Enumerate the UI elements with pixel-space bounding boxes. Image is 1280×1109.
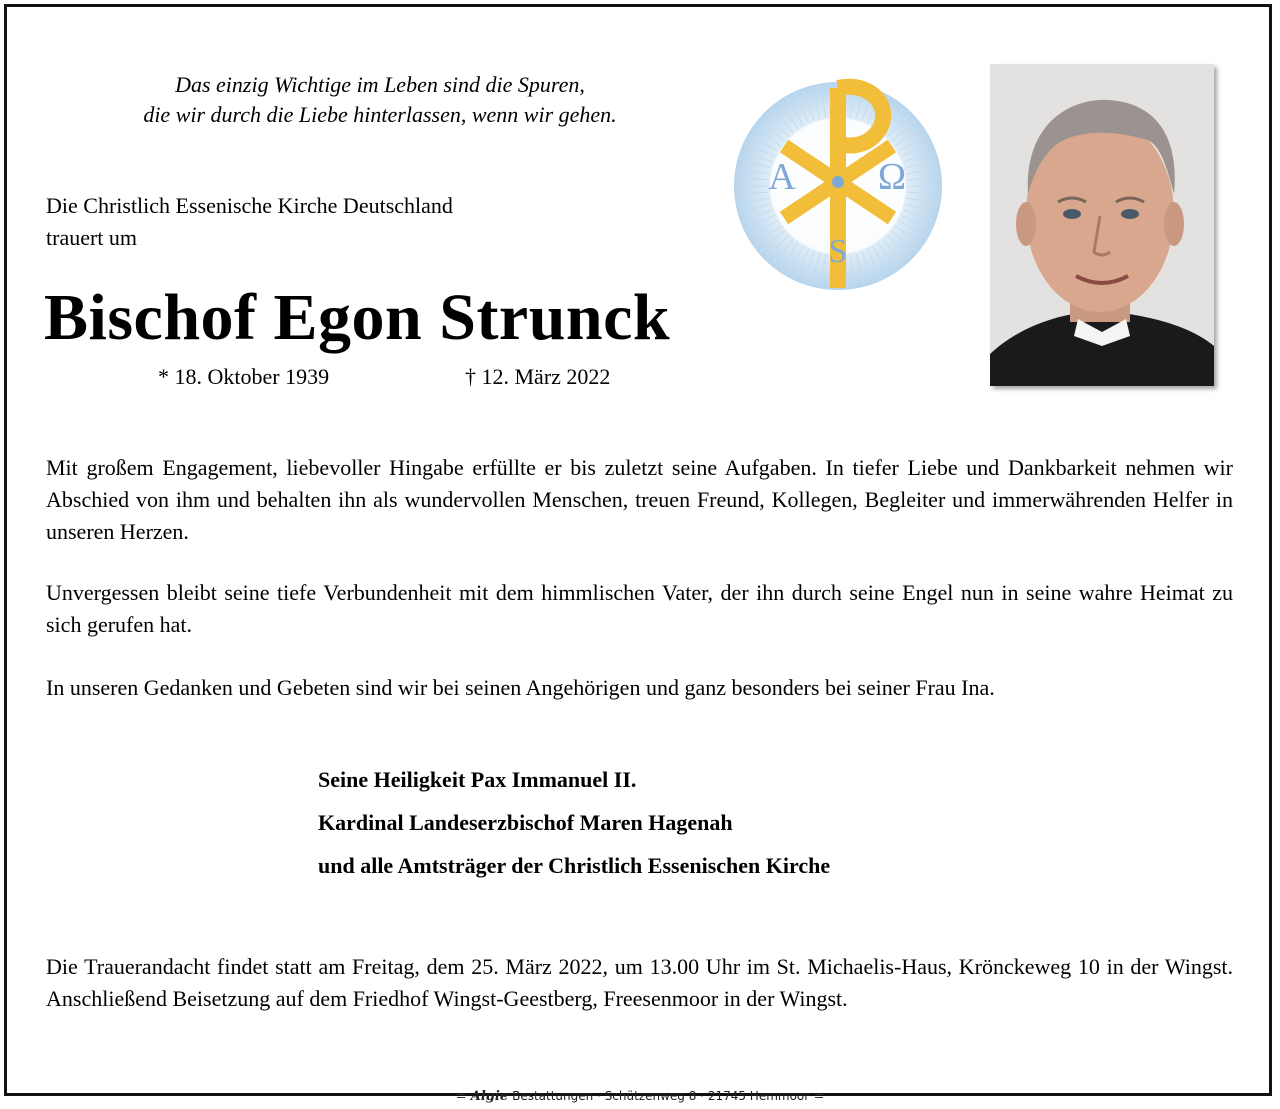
footer-brand-logo: Algie bbox=[470, 1088, 509, 1104]
chi-rho-emblem bbox=[726, 66, 950, 290]
birth-date: * 18. Oktober 1939 bbox=[158, 364, 330, 389]
emblem-letter-omega: Ω bbox=[877, 156, 907, 198]
paragraph-remembrance: Unvergessen bleibt seine tiefe Verbundenheit mit dem himmlischen Vater, der ihn durch seine Engel nun in seine wahre Heimat zu sich gerufen hat. bbox=[46, 580, 1233, 637]
paragraph-condolence: In unseren Gedanken und Gebeten sind wir bei seinen Angehörigen und ganz besonders bei seiner Frau Ina. bbox=[46, 675, 995, 700]
footer-address: Bestattungen · Schützenweg 8 · 21745 Hemmoor bbox=[512, 1089, 810, 1103]
intro-text bbox=[46, 190, 453, 254]
signers-block bbox=[318, 758, 830, 887]
deceased-name: Bischof Egon Strunck bbox=[44, 281, 671, 354]
intro-line-2: trauert um bbox=[46, 225, 138, 250]
paragraph-engagement: Mit großem Engagement, liebevoller Hingabe erfüllte er bis zuletzt seine Aufgaben. In tiefer Liebe und Dankbarkeit nehmen wir Abschied von ihm und behalten ihn als wundervollen Menschen, treuen Freund, Kollegen, Begleiter und immerwährenden Helfer in unseren Herzen. bbox=[46, 455, 1233, 544]
motto-line-1: Das einzig Wichtige im Leben sind die Spuren, bbox=[175, 72, 585, 97]
signer-2: Kardinal Landeserzbischof Maren Hagenah bbox=[318, 810, 733, 835]
emblem-letter-s: S bbox=[828, 233, 848, 270]
death-date: † 12. März 2022 bbox=[465, 364, 611, 389]
paragraph-service-info: Die Trauerandacht findet statt am Freitag, dem 25. März 2022, um 13.00 Uhr im St. Michaelis-Haus, Krönckeweg 10 in der Wingst. Anschließend Beisetzung auf dem Friedhof Wingst-Geestberg, Freesenmoor in der Wingst. bbox=[46, 954, 1233, 1011]
motto-line-2: die wir durch die Liebe hinterlassen, wenn wir gehen. bbox=[143, 102, 617, 127]
intro-line-1: Die Christlich Essenische Kirche Deutschland bbox=[46, 193, 453, 218]
portrait-photo bbox=[990, 64, 1214, 386]
signer-1: Seine Heiligkeit Pax Immanuel II. bbox=[318, 767, 637, 792]
footer bbox=[0, 1086, 1280, 1106]
portrait-illustration bbox=[990, 64, 1214, 386]
signer-3: und alle Amtsträger der Christlich Essenischen Kirche bbox=[318, 853, 831, 878]
emblem-letter-alpha: A bbox=[768, 156, 796, 198]
footer-rule-left bbox=[457, 1094, 465, 1098]
motto-quote bbox=[40, 70, 720, 130]
footer-rule-right bbox=[815, 1094, 823, 1098]
